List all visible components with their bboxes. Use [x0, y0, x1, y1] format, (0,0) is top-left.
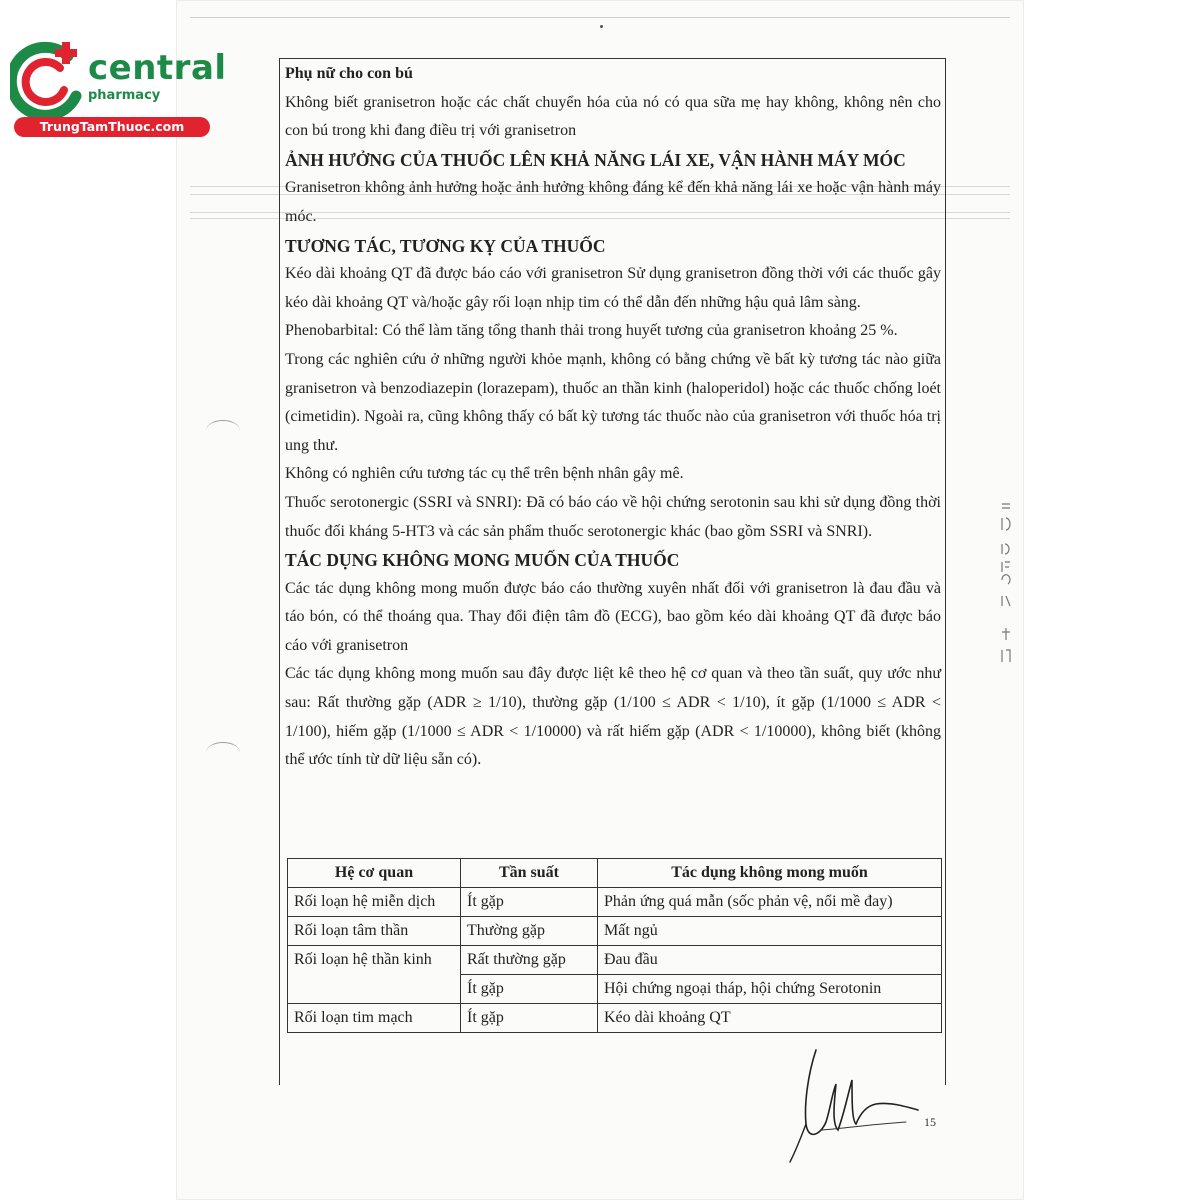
punch-hole-mark: [206, 420, 240, 441]
section-title-interactions: TƯƠNG TÁC, TƯƠNG KỴ CỦA THUỐC: [285, 235, 606, 256]
table-row: [288, 888, 942, 917]
table-cell: Ít gặp: [461, 975, 598, 1004]
document-body: [285, 60, 941, 775]
page-number: 15: [924, 1115, 936, 1129]
brand-url: TrungTamThuoc.com: [14, 117, 210, 137]
table-cell: Phản ứng quá mẫn (sốc phản vệ, nổi mề đay): [598, 888, 942, 917]
table-cell: Kéo dài khoảng QT: [598, 1004, 942, 1033]
brand-name: central: [88, 48, 227, 88]
table-cell: Ít gặp: [461, 888, 598, 917]
table-cell: Rối loạn tâm thần: [288, 917, 461, 946]
handwritten-signature-icon: [786, 1044, 926, 1168]
adverse-effects-table: [287, 858, 942, 1033]
table-row: [288, 946, 942, 975]
table-row: [288, 1004, 942, 1033]
paragraph: Các tác dụng không mong muốn được báo cáo thường xuyên nhất đối với granisetron là đau đầu và táo bón, có thể thoáng qua. Thay đổi điện tâm đồ (ECG), bao gồm kéo dài khoảng QT đã được báo cáo với granisetron: [285, 579, 941, 654]
table-row: [288, 917, 942, 946]
section-title-breastfeeding: Phụ nữ cho con bú: [285, 65, 413, 82]
table-header-row: [288, 859, 942, 888]
section-title-driving: ẢNH HƯỞNG CỦA THUỐC LÊN KHẢ NĂNG LÁI XE, VẬN HÀNH MÁY MÓC: [285, 149, 906, 170]
table-cell: Rối loạn hệ thần kinh: [288, 946, 461, 1004]
table-cell: Ít gặp: [461, 1004, 598, 1033]
paragraph: Thuốc serotonergic (SSRI và SNRI): Đã có báo cáo về hội chứng serotonin sau khi sử dụng đồng thời thuốc đối kháng 5-HT3 và các sản phẩm thuốc serotonergic khác (bao gồm SSRI và SNRI).: [285, 493, 941, 540]
punch-hole-mark: [206, 742, 240, 763]
page-top-rule: [190, 17, 1010, 18]
paragraph: Granisetron không ảnh hưởng hoặc ảnh hưởng không đáng kể đến khả năng lái xe hoặc vận hành máy móc.: [285, 179, 941, 225]
paragraph: Kéo dài khoảng QT đã được báo cáo với granisetron Sử dụng granisetron đồng thời với các thuốc gây kéo dài khoảng QT và/hoặc gây rối loạn nhịp tim có thể dẫn đến những hậu quả lâm sàng.: [285, 265, 941, 311]
table-cell: Rối loạn tim mạch: [288, 1004, 461, 1033]
paragraph: Không có nghiên cứu tương tác cụ thể trên bệnh nhân gây mê.: [285, 465, 684, 483]
scan-dot: [600, 25, 603, 28]
stamp-fragment-icon: [996, 500, 1016, 670]
table-cell: Rối loạn hệ miễn dịch: [288, 888, 461, 917]
table-header-cell: Tần suất: [461, 859, 598, 888]
paragraph: Các tác dụng không mong muốn sau đây được liệt kê theo hệ cơ quan và theo tần suất, quy ước như sau: Rất thường gặp (ADR ≥ 1/10), thường gặp (1/100 ≤ ADR < 1/10), ít gặp (1/1000 ≤ ADR < 1/100), hiếm gặp (1/1000 ≤ ADR < 1/10000) và rất hiếm gặp (ADR < 1/10000), không biết (không thể ước tính từ dữ liệu sẵn có).: [285, 665, 941, 769]
paragraph: Trong các nghiên cứu ở những người khỏe mạnh, không có bằng chứng về bất kỳ tương tác nào giữa granisetron và benzodiazepin (lorazepam), thuốc an thần kinh (haloperidol) hoặc các thuốc chống loét (cimetidin). Ngoài ra, cũng không thấy có bất kỳ tương tác thuốc nào của granisetron với thuốc hóa trị ung thư.: [285, 350, 941, 454]
table-cell: Rất thường gặp: [461, 946, 598, 975]
paragraph: Không biết granisetron hoặc các chất chuyển hóa của nó có qua sữa mẹ hay không, không nên cho con bú trong khi đang điều trị với granisetron: [285, 93, 941, 140]
table-header-cell: Hệ cơ quan: [288, 859, 461, 888]
table-cell: Mất ngủ: [598, 917, 942, 946]
table-cell: Đau đầu: [598, 946, 942, 975]
table-header-cell: Tác dụng không mong muốn: [598, 859, 942, 888]
table-cell: Thường gặp: [461, 917, 598, 946]
brand-subtitle: pharmacy: [88, 88, 161, 103]
paragraph: Phenobarbital: Có thể làm tăng tổng thanh thải trong huyết tương của granisetron khoảng 25 %.: [285, 322, 898, 340]
table-cell: Hội chứng ngoại tháp, hội chứng Serotonin: [598, 975, 942, 1004]
section-title-adverse-effects: TÁC DỤNG KHÔNG MONG MUỐN CỦA THUỐC: [285, 550, 680, 571]
